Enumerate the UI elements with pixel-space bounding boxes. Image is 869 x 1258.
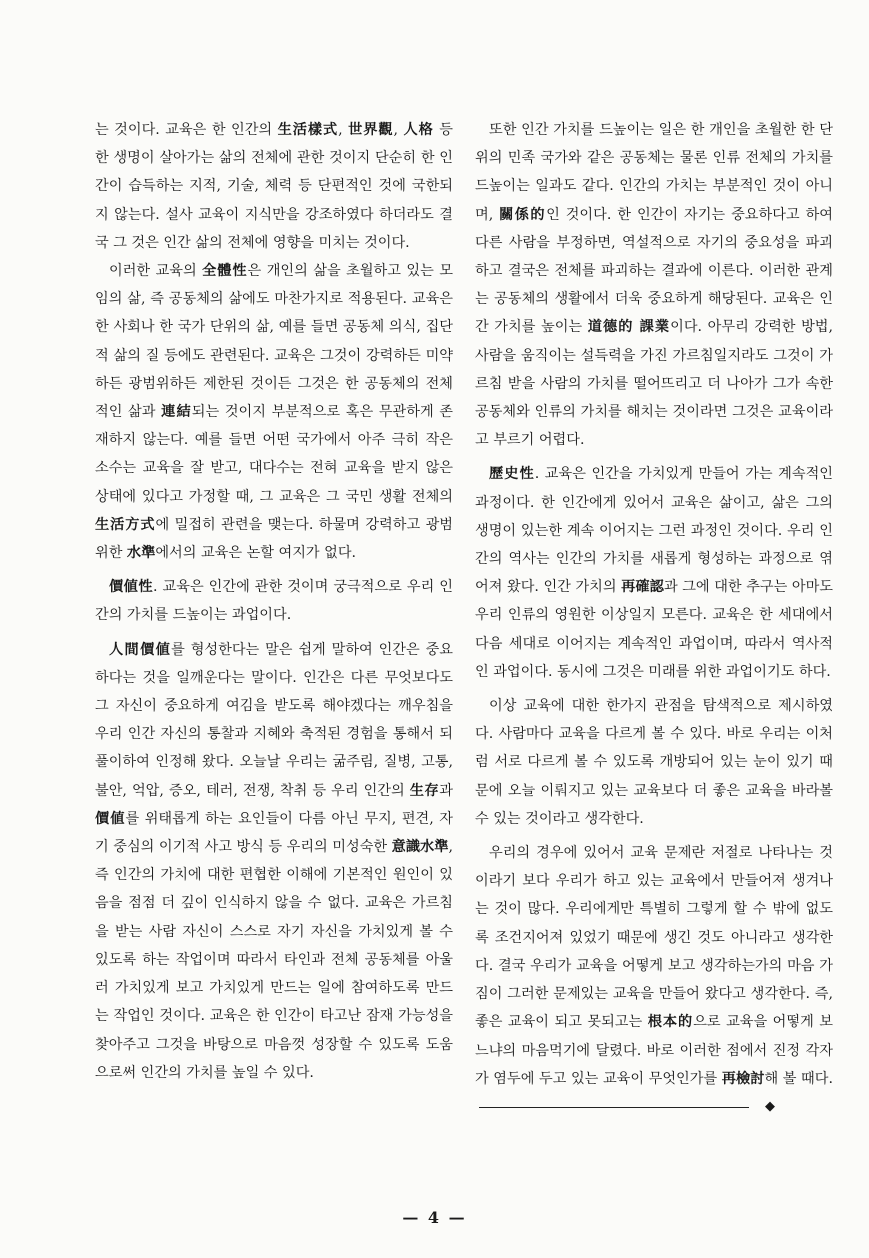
right-column <box>475 116 833 1121</box>
text-run: . 교육은 인간에 관한 것이며 궁극적으로 우리 인간의 가치를 드높이는 과업이다. <box>95 579 453 624</box>
emphasized-term: 人格 <box>403 122 434 138</box>
text-run: 으로 교육을 어떻게 보느냐의 마음먹기에 달렸다. 바로 이러한 점에서 진정 각자가 염두에 두고 있는 교육이 무엇인가를 <box>475 1014 833 1087</box>
emphasized-term: 歷史性 <box>489 466 535 483</box>
text-run: 를 위태롭게 하는 요인들이 다름 아닌 무지, 편견, 자기 중심의 이기적 사고 방식 등 우리의 미성숙한 <box>95 810 453 856</box>
text-run: , <box>338 122 349 138</box>
emphasized-term: 人間價値 <box>109 641 172 658</box>
end-rule <box>479 1107 749 1108</box>
text-run: 해 볼 때다. <box>764 1070 833 1087</box>
paragraph <box>475 839 833 1121</box>
emphasized-term: 價値 <box>95 810 126 827</box>
emphasized-term: 全體性 <box>202 263 248 280</box>
left-column <box>95 116 453 1087</box>
text-run: 과 그에 대한 추구는 아마도 우리 인류의 영원한 이상일지 모른다. 교육은 한 세대에서 다음 세대로 이어지는 계속적인 과업이며, 따라서 역사적인 과업이다. 동시에 그것은 미래를 위한 과업이기도 하다. <box>475 579 833 680</box>
page-number: — 4 — <box>402 1208 467 1227</box>
paragraph <box>95 636 453 1087</box>
text-run: 되는 것이지 부분적으로 혹은 무관하게 존재하지 않는다. 예를 들면 어떤 국가에서 아주 극히 작은 소수는 교육을 잘 받고, 대다수는 전혀 교육을 받지 않은 상태에 있다고 가정할 때, 그 교육은 그 국민 생활 전체의 <box>95 404 453 505</box>
emphasized-term: 水準 <box>126 545 156 562</box>
emphasized-term: 再確認 <box>621 579 664 596</box>
text-run: 이러한 교육의 <box>109 263 203 280</box>
text-run: 인 것이다. 한 인간이 자기는 중요하다고 하여 다른 사람을 부정하면, 역설적으로 자기의 중요성을 파괴하고 결국은 전체를 파괴하는 결과에 이른다. 이러한 관계는 공동체의 생활에서 더욱 중요하게 해당된다. 교육은 인간 가치를 높이는 <box>475 206 833 336</box>
text-run: 에 밀접히 관련을 맺는다. 하물며 강력하고 광범위한 <box>95 516 453 562</box>
emphasized-term: 根本的 <box>647 1014 694 1031</box>
paragraph <box>95 573 453 629</box>
paragraph <box>95 257 453 567</box>
emphasized-term: 世界觀 <box>348 122 394 138</box>
text-run: 이다. 아무리 강력한 방법, 사람을 움직이는 설득력을 가진 가르침일지라도 그것이 가르침 받을 사람의 가치를 떨어뜨리고 더 나아가 그가 속한 공동체와 인류의 가치를 해치는 것이라면 그것은 교육이라고 부르기 어렵다. <box>475 319 833 449</box>
text-run: . 교육은 인간을 가치있게 만들어 가는 계속적인 과정이다. 한 인간에게 있어서 교육은 삶이고, 삶은 그의 생명이 있는한 계속 이어지는 그런 과정인 것이다. 우리 인간의 역사는 인간의 가치를 새롭게 형성하는 과정으로 엮어져 왔다. 인간 가치의 <box>475 466 833 596</box>
text-run: 에서의 교육은 논할 여지가 없다. <box>155 545 357 562</box>
text-run: 는 것이다. 교육은 한 인간의 <box>95 122 278 138</box>
emphasized-term: 意識水準 <box>391 839 449 856</box>
text-run: 우리의 경우에 있어서 교육 문제란 저절로 나타나는 것이라기 보다 우리가 하고 있는 교육에서 만들어져 생겨나는 것이 많다. 우리에게만 특별히 그렇게 할 수 밖에 없도록 조건지어져 있었기 때문에 생긴 것도 아니라고 생각한다. 결국 우리가 교육을 어떻게 보고 생각하는가의 마음 가짐이 그러한 문제있는 교육을 만들어 왔다고 생각한다. 즉, 좋은 교육이 되고 못되고는 <box>475 845 833 1031</box>
emphasized-term: 生活樣式 <box>277 122 339 138</box>
text-run: 를 형성한다는 말은 쉽게 말하여 인간은 중요하다는 것을 일깨운다는 말이다. 인간은 다른 무엇보다도 그 자신이 중요하게 여김을 받도록 해야겠다는 깨우침을 우리 인간 자신의 통찰과 지혜와 축적된 경험을 통해서 되풀이하여 인정해 왔다. 오늘날 우리는 굶주림, 질병, 고통, 불안, 억압, 증오, 테러, 전쟁, 착취 등 우리 인간의 <box>95 641 453 799</box>
emphasized-term: 道德的 課業 <box>587 319 671 336</box>
emphasized-term: 連結 <box>161 404 192 421</box>
text-run: 이상 교육에 대한 한가지 관점을 탐색적으로 제시하였다. 사람마다 교육을 다르게 볼 수 있다. 바로 우리는 이처럼 서로 다르게 볼 수 있도록 개방되어 있는 눈이 있기 때문에 오늘 이뤄지고 있는 교육보다 더 좋은 교육을 바라볼 수 있는 것이라고 생각한다. <box>475 698 833 827</box>
emphasized-term: 生活方式 <box>95 516 156 533</box>
text-run: 과 <box>439 782 453 799</box>
text-run: 또한 인간 가치를 드높이는 일은 한 개인을 초월한 한 단위의 민족 국가와 같은 공동체는 물론 인류 전체의 가치를 드높이는 일과도 같다. 인간의 가치는 부분적인 것이 아니며, <box>475 122 833 223</box>
text-run: 등 한 생명이 살아가는 삶의 전체에 관한 것이지 단순히 한 인간이 습득하는 지적, 기술, 체력 등 단편적인 것에 국한되지 않는다. 설사 교육이 지식만을 강조하였다 하더라도 결국 그 것은 인간 삶의 전체에 영향을 미치는 것이다. <box>95 122 453 251</box>
paragraph <box>95 116 453 257</box>
paragraph <box>475 460 833 686</box>
emphasized-term: 生存 <box>409 782 440 799</box>
emphasized-term: 再檢討 <box>721 1070 765 1087</box>
text-run: , <box>393 122 404 138</box>
end-diamond-icon: ◆ <box>765 1098 775 1114</box>
paragraph <box>475 116 833 454</box>
emphasized-term: 關係的 <box>499 206 547 223</box>
text-run: 은 개인의 삶을 초월하고 있는 모임의 삶, 즉 공동체의 삶에도 마찬가지로 적용된다. 교육은 한 사회나 한 국가 단위의 삶, 예를 들면 공동체 의식, 집단적 삶의 질 등에도 관련된다. 교육은 그것이 강력하든 미약하든 광범위하든 제한된 것이든 그것은 한 공동체의 전체적인 삶과 <box>95 263 453 421</box>
text-run: , 즉 인간의 가치에 대한 편협한 이해에 기본적인 원인이 있음을 점점 더 깊이 인식하지 않을 수 없다. 교육은 가르침을 받는 사람 자신이 스스로 자기 자신을 가치있게 볼 수 있도록 하는 작업이며 따라서 타인과 전체 공동체를 아울러 가치있게 보고 가치있게 만드는 일에 참여하도록 만드는 작업인 것이다. 교육은 한 인간이 타고난 잠재 가능성을 찾아주고 그것을 바탕으로 마음껏 성장할 수 있도록 도움으로써 인간의 가치를 높일 수 있다. <box>95 839 453 1081</box>
emphasized-term: 價値性 <box>109 579 154 596</box>
paragraph <box>475 692 833 833</box>
